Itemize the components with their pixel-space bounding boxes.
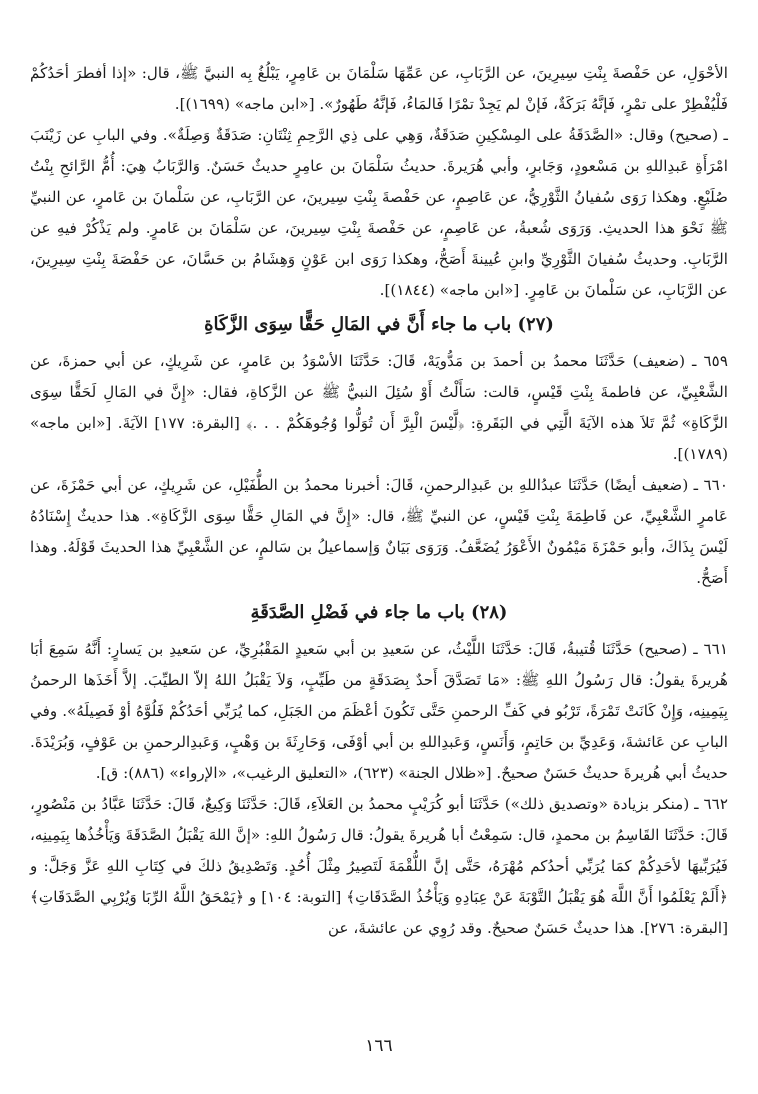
paragraph-intro: الأحْوَلِ، عن حَفْصةَ بِنْتِ سِيرِينَ، عن الرَّبَابِ، عن عَمِّهَا سَلْمَانَ بن عَامِرٍ، يَبْلُغُ بِه النبيَّ ﷺ، قال: «إذا أفطرَ أحَدُكُمْ فَلْيُفْطِرْ على تمْرٍ، فَإنَّهُ بَرَكَةٌ، فَإنْ لم يَجِدْ تمْرًا فَالمَاءُ، فَإنَّهُ طَهُورٌ». [«ابن ماجه» (١٦٩٩)]. <box>30 64 728 113</box>
hadith-662: ٦٦٢ ـ (منكر بزيادة «وتصديق ذلك») حَدَّثَنَا أبو كُرَيْبٍ محمدُ بن العَلاَءِ، قَالَ: حَدَّثَنَا وَكِيعٌ، قَالَ: حَدَّثَنَا عَبَّادُ بن مَنْصُورٍ، قَالَ: حَدَّثَنَا القَاسِمُ بن محمدٍ، قال: سَمِعْتُ أبا هُريرةَ يقولُ: قال رَسُولُ اللهِ: «إنَّ اللهَ يَقْبَلُ الصَّدَقَةَ وَيَأْخُذُها بِيَمِينِه، فَيُرَبِّيهَا لأحَدِكُمْ كمَا يُرَبِّي أحدُكم مُهْرَهُ، حَتَّى إنَّ اللُّقْمَةَ لَتَصِيرُ مِثْلَ أُحُدٍ. وَتَصْدِيقُ ذلكَ في كِتَابِ اللهِ عَزَّ وَجَلَّ: و ﴿أَلَمْ يَعْلَمُوا أَنَّ اللَّهَ هُوَ يَقْبَلُ التَّوْبَةَ عَنْ عِبَادِهِ وَيَأْخُذُ الصَّدَقَاتِ﴾ [التوبة: ١٠٤] و ﴿يَمْحَقُ اللَّهُ الرِّبَا وَيُرْبِي الصَّدَقَاتِ﴾ [البقرة: ٢٧٦]. هذا حديثٌ حَسَنٌ صحيحٌ. وقد رُوِي عن عائشةَ، عن <box>30 795 728 937</box>
page-number: ١٦٦ <box>365 1036 393 1056</box>
chapter-heading-27: (٢٧) باب ما جاء أَنَّ في المَالِ حَقًّا سِوَى الزَّكَاةِ <box>204 314 554 335</box>
page-body <box>30 58 728 944</box>
paragraph-commentary: ـ (صحيح) وقال: «الصَّدَقَةُ على المِسْكِينِ صَدَقَةٌ، وَهِي على ذِي الرَّحِمِ ثِنْتَانِ: صَدَقَةٌ وَصِلَةٌ». وفي البابِ عن زَيْنَبَ امْرَأَةِ عَبدِاللهِ بن مَسْعودٍ، وَجَابرٍ، وأبي هُرَيرةَ. حديثُ سَلْمَانَ بن عامِرٍ حديثٌ حَسَنٌ. وَالرَّبَابُ هِيَ: أُمُّ الرَّائحِ بِنْتُ صُلَيْعٍ. وهكذا رَوَى سُفيانُ الثَّوْرِيُّ، عن عَاصِمٍ، عن حَفْصةَ بِنْتِ سِيرينَ، عن الرَّبَابِ، عن سَلْمانَ بن عَامرٍ، عن النبيِّ ﷺ نَحْوَ هذا الحديثِ. وَرَوَى شُعبةُ، عن عَاصِمٍ، عن حَفْصةَ بِنْتِ سِيرينَ، عن سَلْمَانَ بن عَامرٍ. ولم يَذْكُرْ فيهِ عن الرَّبَابِ. وحديثُ سُفيانَ الثَّوْرِيِّ وابنِ عُيينةَ أَصَحُّ، وهكذا رَوَى ابن عَوْنٍ وَهِشَامُ بن حَسَّانَ، عن حَفْصَةَ بِنْتِ سِيرِينَ، عن الرَّبَابِ، عن سَلْمانَ بن عَامِرٍ. [«ابن ماجه» (١٨٤٤)]. <box>30 126 728 299</box>
chapter-heading-28: (٢٨) باب ما جاء في فَضْلِ الصَّدَقَةِ <box>250 602 508 623</box>
hadith-661: ٦٦١ ـ (صحيح) حَدَّثَنَا قُتيبةُ، قَالَ: حَدَّثَنَا اللَّيْثُ، عن سَعيدِ بن أبي سَعيدٍ المَقْبُرِيِّ، عن سَعيدِ بن يَسارٍ: أَنَّهُ سَمِعَ أبَا هُريرةَ يقولُ: قال رَسُولُ اللهِ ﷺ: «مَا تَصَدَّقَ أَحدٌ بِصَدَقَةٍ من طَيِّبٍ، وَلاَ يَقْبَلُ اللهُ إلاّ الطيِّبَ. إلاَّ أَخَذَها الرحمنُ بِيَمِينِه، وَإِنْ كَانَتْ تَمْرَةً، تَرْبُو في كَفِّ الرحمنِ حَتَّى تَكُونَ أعْظَمَ من الجَبَلِ، كما يُرَبِّي أحَدُكُمْ فَلُوَّهُ أوْ فَصِيلَهُ». وفي البابِ عن عَائشةَ، وَعَدِيِّ بن حَاتِمٍ، وَأَنَسٍ، وَعَبدِاللهِ بن أبي أوْفَى، وَحَارِثَةَ بن وَهْبٍ، وَعَبدِالرحمنِ بن عَوْفٍ، وَبُرَيْدَةَ. حديثُ أبي هُريرةَ حديثٌ حَسَنٌ صحيحٌ. [«ظلال الجنة» (٦٢٣)، «التعليق الرغيب»، «الإرواء» (٨٨٦): ق]. <box>30 640 728 782</box>
hadith-659: ٦٥٩ ـ (ضعيف) حَدَّثَنَا محمدُ بن أحمدَ بن مَدُّويَهْ، قَالَ: حَدَّثَنَا الأسْوَدُ بن عَامرٍ، عن شَرِيكٍ، عن أبي حمزةَ، عن الشَّعْبِيِّ، عن فاطمةَ بِنْتِ قَيْسٍ، قالت: سَأَلْتُ أَوْ سُئِلَ النبيُّ ﷺ عن الزَّكاةِ، فقال: «إِنَّ في المَالِ لَحَقًّا سِوَى الزَّكَاةِ» ثُمَّ تَلاَ هذه الآيَةَ الَّتِي في البَقَرةِ: ﴿لَّيْسَ الْبِرَّ أَن تُوَلُّوا وُجُوهَكُمْ . . .﴾ [البقرة: ١٧٧] الآيَةَ. [«ابن ماجه» (١٧٨٩)]. <box>30 352 728 463</box>
hadith-660: ٦٦٠ ـ (ضعيف أيضًا) حَدَّثَنَا عبدُاللهِ بن عَبدِالرحمنِ، قَالَ: أخبرنا محمدُ بن الطُّفَيْلِ، عن شَرِيكٍ، عن أبي حَمْزَةَ، عن عَامرٍ الشَّعْبِيِّ، عن فَاطِمَةَ بِنْتِ قَيْسٍ، عن النبيِّ ﷺ، قال: «إِنَّ في المَالِ حَقًّا سِوَى الزَّكَاةِ». هذا حديثٌ إِسْنَادُهُ لَيْسَ بِذَاكَ، وأبو حَمْزَةَ مَيْمُونٌ الأَعْوَرُ يُضَعَّفُ. وَرَوَى بَيَانٌ وَإسماعيلُ بن سَالمٍ، عن الشَّعْبِيِّ هذا الحديثَ قَوْلَهُ. وهذا أَصَحُّ. <box>30 476 728 587</box>
